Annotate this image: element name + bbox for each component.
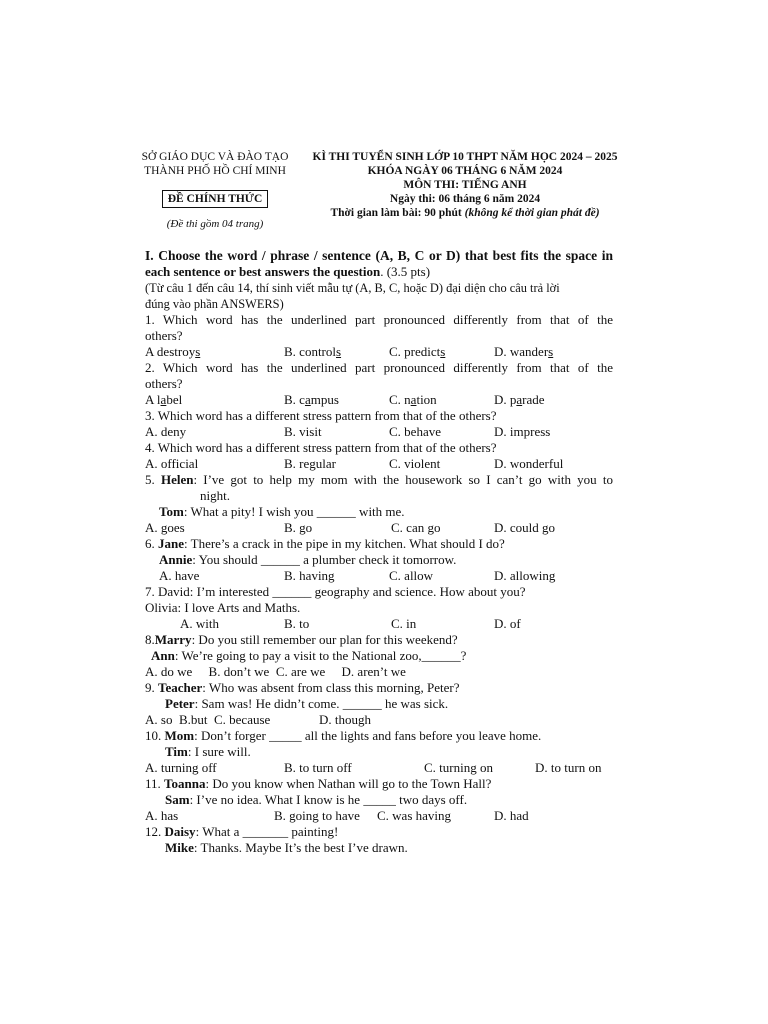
question-text-cont: night. [200,488,230,503]
speaker-name: Mom [164,728,195,743]
question-text: 11. Toanna: Do you know when Nathan will go to the Town Hall? [145,776,492,791]
option-d: D. of [494,616,521,631]
question-text: 7. David: I’m interested ______ geography and science. How about you? [145,584,526,599]
speaker-name: Helen [160,472,194,487]
speaker-name: Teacher [158,680,203,695]
option-a: A. has [145,808,179,823]
question-text: 8.Marry: Do you still remember our plan for this weekend? [145,632,458,647]
dialogue-reply: Olivia: I love Arts and Maths. [145,600,301,615]
option-b: B. go [284,520,313,535]
dialogue-reply: Tom: What a pity! I wish you ______ with me. [159,504,405,519]
options-row [145,424,613,440]
options-row [145,456,613,472]
question-text: 6. Jane: There’s a crack in the pipe in my kitchen. What should I do? [145,536,505,551]
option-c: C. turning on [424,760,493,775]
option-d: D. wanders [494,344,554,359]
exam-session: KHÓA NGÀY 06 THÁNG 6 NĂM 2024 [367,165,563,177]
official-exam-box: ĐỀ CHÍNH THỨC [162,190,269,208]
option-d: D. could go [494,520,556,535]
header-left [136,150,294,231]
question-11 [145,776,613,824]
question-text: 12. Daisy: What a _______ painting! [145,824,339,839]
question-text-cont: others? [145,328,183,343]
options-row [145,616,613,632]
question-10 [145,728,613,776]
question-7 [145,584,613,632]
option-a: A. turning off [145,760,217,775]
option-d: D. to turn on [535,760,602,775]
question-9 [145,680,613,728]
question-text: 4. Which word has a different stress pattern from that of the others? [145,440,497,455]
speaker-name: Daisy [164,824,196,839]
option-c: C. allow [389,568,434,583]
question-text: 3. Which word has a different stress pattern from that of the others? [145,408,497,423]
options-row: A. do we B. don’t we C. are we D. aren’t we [145,664,406,679]
option-a: A. have [159,568,200,583]
options-row [145,520,613,536]
speaker-name: Annie [159,552,193,567]
speaker-name: Marry [154,632,192,647]
dialogue-reply: Tim: I sure will. [165,744,251,759]
speaker-name: Tim [165,744,188,759]
department-name: SỞ GIÁO DỤC VÀ ĐÀO TẠO [141,151,289,163]
option-b: B. going to have [274,808,360,823]
option-a: A. goes [145,520,185,535]
option-b: B. visit [284,424,322,439]
exam-content [145,248,613,856]
option-c: C. in [391,616,417,631]
question-12 [145,824,613,856]
options-abc: A. so B.but C. because [145,712,271,727]
option-a: A. deny [145,424,187,439]
dialogue-reply: Ann: We’re going to pay a visit to the National zoo,______? [151,648,467,663]
speaker-name: Jane [158,536,184,551]
option-c: C. behave [389,424,441,439]
speaker-name: Ann [151,648,175,663]
question-6 [145,536,613,584]
option-a: A destroys [145,344,201,359]
options-row [145,760,613,776]
option-d: D. allowing [494,568,556,583]
options-row [145,392,613,408]
option-d: D. parade [494,392,545,407]
question-text-cont: others? [145,376,183,391]
dialogue-reply: Mike: Thanks. Maybe It’s the best I’ve drawn. [165,840,408,855]
question-1 [145,312,613,360]
question-3 [145,408,613,440]
option-b: B. controls [284,344,342,359]
question-text: 5. Helen: I’ve got to help my mom with the housework so I can’t go with you to [145,472,613,487]
option-d: D. wonderful [494,456,564,471]
option-d: D. impress [494,424,551,439]
exam-date: Ngày thi: 06 tháng 6 năm 2024 [389,193,541,205]
options-row [145,712,613,728]
option-c: C. can go [391,520,441,535]
speaker-name: Tom [159,504,184,519]
dialogue-reply: Peter: Sam was! He didn’t come. ______ he was sick. [165,696,449,711]
question-5 [145,472,613,536]
section-instruction-1: (Từ câu 1 đến câu 14, thí sinh viết mẫu tự (A, B, C, hoặc D) đại diện cho câu trả lời [145,281,560,295]
exam-title: KÌ THI TUYỂN SINH LỚP 10 THPT NĂM HỌC 2024 – 2025 [312,151,618,163]
option-c: C. violent [389,456,441,471]
exam-subject: MÔN THI: TIẾNG ANH [403,179,527,191]
speaker-name: Peter [165,696,195,711]
exam-duration: Thời gian làm bài: 90 phút (không kể thời gian phát đề) [330,207,600,219]
header-right [306,150,624,220]
option-b: B. having [284,568,335,583]
option-d: D. though [319,712,371,727]
city-name: THÀNH PHỐ HỒ CHÍ MINH [144,165,286,177]
dialogue-reply: Sam: I’ve no idea. What I know is he _____ two days off. [165,792,468,807]
option-c: C. was having [377,808,452,823]
section-heading [145,248,613,312]
option-b: B. to [284,616,310,631]
option-d: D. had [494,808,529,823]
speaker-name: Sam [165,792,190,807]
question-2 [145,360,613,408]
options-row [145,344,613,360]
options-row [145,568,613,584]
speaker-name: Mike [165,840,194,855]
section-instruction-2: đúng vào phần ANSWERS) [145,297,284,311]
pages-note: (Đề thi gồm 04 trang) [166,218,264,230]
option-b: B. to turn off [284,760,352,775]
dialogue-reply: Annie: You should ______ a plumber check it tomorrow. [159,552,457,567]
option-b: B. campus [284,392,339,407]
option-c: C. predicts [389,344,446,359]
option-c: C. nation [389,392,437,407]
option-a: A label [145,392,183,407]
section-points: . (3.5 pts) [380,264,431,279]
speaker-name: Toanna [164,776,206,791]
option-a: A. official [145,456,199,471]
section-title-line1: I. Choose the word / phrase / sentence (A, B, C or D) that best fits the space in [145,248,613,263]
option-b: B. regular [284,456,336,471]
duration-note: (không kể thời gian phát đề) [464,207,600,219]
question-8 [145,632,613,680]
question-text: 1. Which word has the underlined part pronounced differently from that of the [145,312,613,327]
question-4 [145,440,613,472]
question-text: 10. Mom: Don’t forger _____ all the lights and fans before you leave home. [145,728,542,743]
question-text: 9. Teacher: Who was absent from class this morning, Peter? [145,680,460,695]
option-a: A. with [180,616,219,631]
question-text: 2. Which word has the underlined part pronounced differently from that of the [145,360,613,375]
options-row [145,808,613,824]
section-title-line2: each sentence or best answers the question [145,264,381,279]
